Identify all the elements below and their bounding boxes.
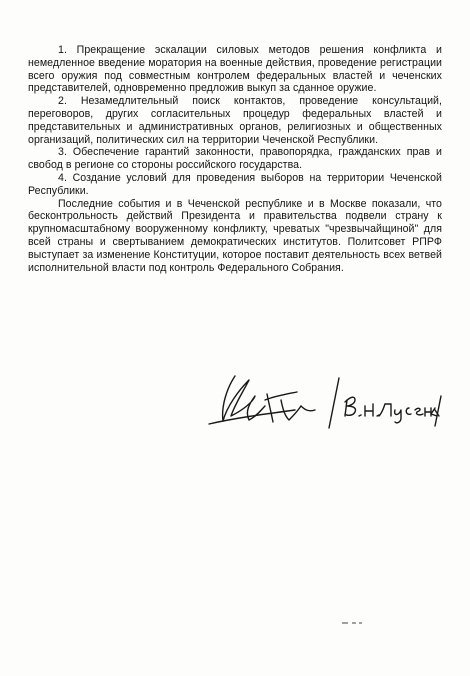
paragraph-3 (28, 146, 442, 172)
handwritten-signature (205, 366, 445, 436)
paragraph-5-text: Последние события и в Чеченской республике и в Москве показали, что бесконтрольность действий Президента и правительства подвели страну к крупномасштабному вооруженному конфликту, чреватых "чрезвычайщиной" для всей страны и свертыванием демократических институтов. Политсовет РПРФ выступает за изменение Конституции, которое поставит деятельность всех ветвей исполнительной власти под контроль Федерального Собрания. (28, 197, 442, 274)
page-mark (340, 620, 364, 626)
paragraph-5 (28, 198, 442, 275)
paragraph-2-text: 2. Незамедлительный поиск контактов, проведение консультаций, переговоров, других согласительных процедур федеральных властей и представительных и административных органов, религиозных и общественных организаций, политических сил на территории Чеченской Республики. (28, 95, 442, 146)
paragraph-4 (28, 172, 442, 198)
document-body (28, 44, 442, 274)
paragraph-3-text: 3. Обеспечение гарантий законности, правопорядка, гражданских прав и свобод в регионе со стороны российского государства. (28, 146, 442, 172)
paragraph-2 (28, 95, 442, 146)
paragraph-1 (28, 44, 442, 95)
paragraph-1-text: 1. Прекращение эскалации силовых методов решения конфликта и немедленное введение моратория на военные действия, проведение регистрации всего оружия под совместным контролем федеральных властей и чеченских представителей, одновременно предложив выкуп за сданное оружие. (28, 44, 442, 95)
paragraph-4-text: 4. Создание условий для проведения выборов на территории Чеченской Республики. (28, 171, 442, 197)
